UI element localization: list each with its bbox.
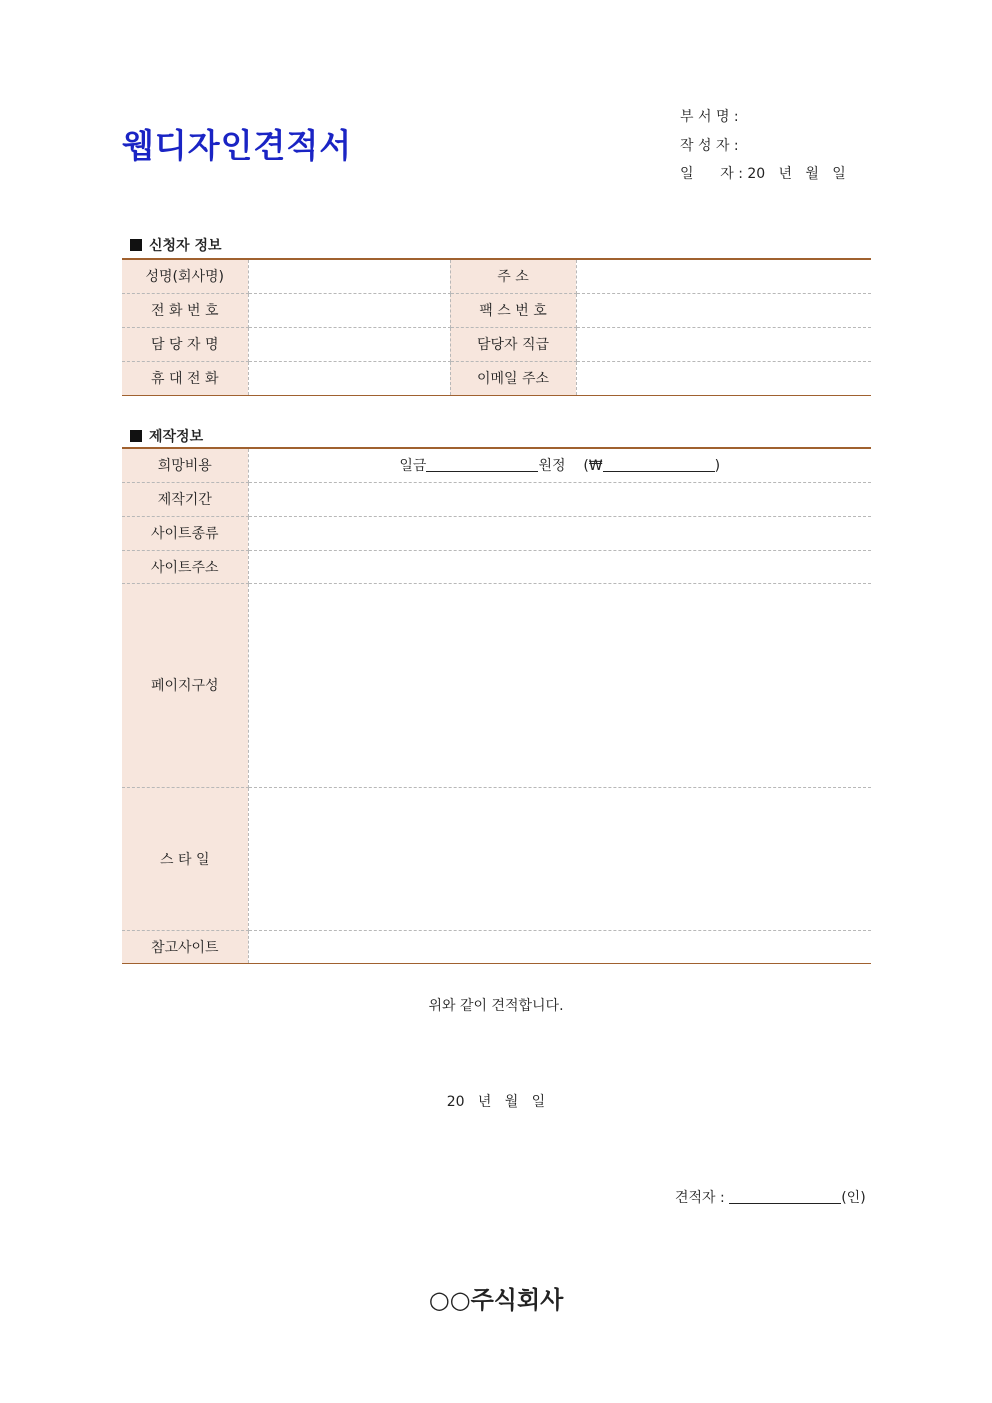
table-row [122,930,871,963]
budget-paren-open: (₩ [583,458,603,475]
input-site-url[interactable] [248,550,871,583]
label-name: 성명(회사명) [122,260,248,293]
input-contact-person[interactable] [248,327,450,361]
label-email: 이메일 주소 [450,361,576,395]
section-production-title: 제작정보 [149,429,204,445]
document-title: 웹디자인견적서 [122,126,353,165]
input-contact-rank[interactable] [576,327,871,361]
company-name: ○○주식회사 [428,1286,564,1314]
table-row [122,449,871,482]
budget-numeric-line[interactable] [603,457,715,472]
statement-text: 위와 같이 견적합니다. [428,998,564,1014]
input-fax[interactable] [576,293,871,327]
input-style[interactable] [248,787,871,930]
input-period[interactable] [248,482,871,516]
production-table [122,449,871,964]
input-site-type[interactable] [248,516,871,550]
table-row [122,550,871,583]
budget-amount-line[interactable] [426,457,538,472]
input-email[interactable] [576,361,871,395]
table-row [122,361,871,395]
applicant-table [122,260,871,396]
square-bullet-icon [130,430,142,442]
section-production-heading [130,426,203,446]
footer-date: 20 년 월 일 [446,1094,546,1110]
meta-date: 일 자 : 20 년 월 일 [680,166,846,182]
budget-prefix: 일금 [399,458,427,475]
label-style: 스 타 일 [122,787,248,930]
signer-label: 견적자 : [675,1190,725,1206]
input-name[interactable] [248,260,450,293]
label-pages: 페이지구성 [122,583,248,787]
label-budget: 희망비용 [122,449,248,482]
signer-line [675,1187,866,1207]
section-applicant-heading [130,235,222,255]
label-site-url: 사이트주소 [122,550,248,583]
table-row [122,293,871,327]
table-row [122,516,871,550]
input-pages[interactable] [248,583,871,787]
input-address[interactable] [576,260,871,293]
meta-dept: 부 서 명 : [680,109,739,125]
label-contact-rank: 담당자 직급 [450,327,576,361]
table-row [122,583,871,787]
label-mobile: 휴 대 전 화 [122,361,248,395]
table-row [122,787,871,930]
signer-name-line[interactable] [729,1189,841,1204]
seal-mark: (인) [841,1190,866,1206]
label-phone: 전 화 번 호 [122,293,248,327]
label-reference: 참고사이트 [122,930,248,963]
label-contact-person: 담 당 자 명 [122,327,248,361]
label-address: 주 소 [450,260,576,293]
label-fax: 팩 스 번 호 [450,293,576,327]
input-reference[interactable] [248,930,871,963]
label-period: 제작기간 [122,482,248,516]
input-phone[interactable] [248,293,450,327]
input-mobile[interactable] [248,361,450,395]
table-row [122,327,871,361]
budget-paren-close: ) [714,458,721,475]
budget-won: 원정 [538,458,566,475]
table-row [122,482,871,516]
budget-field[interactable] [248,449,871,482]
section-applicant-title: 신청자 정보 [149,238,222,254]
table-row [122,260,871,293]
meta-writer: 작 성 자 : [680,138,739,154]
label-site-type: 사이트종류 [122,516,248,550]
square-bullet-icon [130,239,142,251]
